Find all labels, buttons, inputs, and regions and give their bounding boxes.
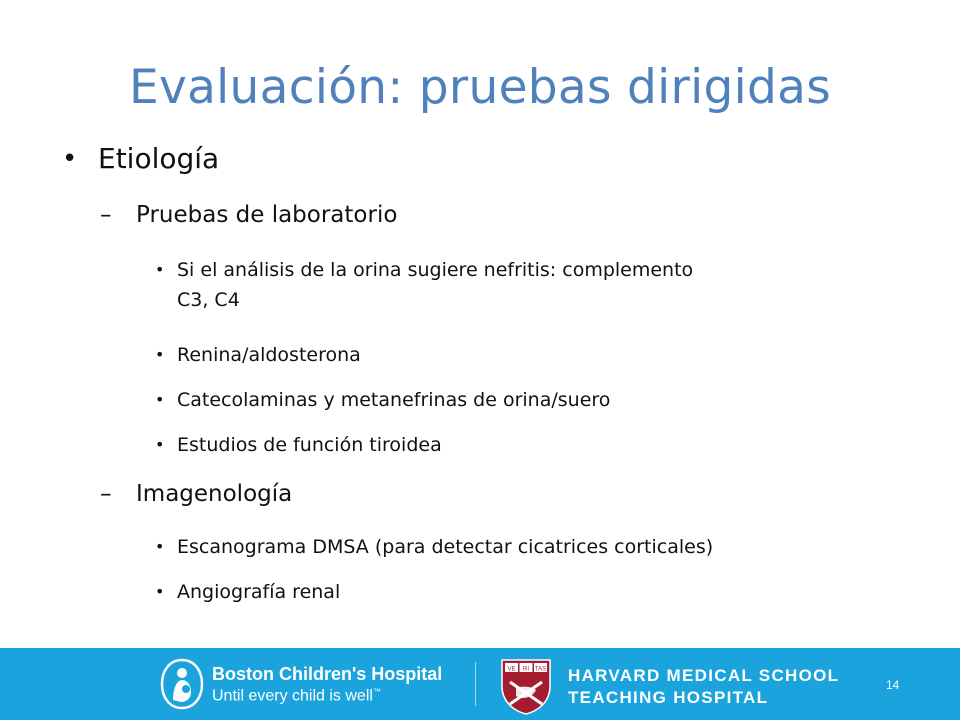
hospital-name: Boston Children's Hospital <box>212 664 443 684</box>
bullet-marker: • <box>155 582 165 601</box>
hospital-tagline-text: Until every child is well <box>212 687 373 705</box>
list-item-line: C3, C4 <box>177 289 240 311</box>
bullet-marker: • <box>155 537 165 556</box>
school-name: HARVARD MEDICAL SCHOOL <box>568 666 840 685</box>
trademark-mark: ™ <box>372 687 381 696</box>
dash-marker: – <box>100 202 112 228</box>
list-item <box>177 255 693 315</box>
harvard-shield-icon <box>500 658 552 716</box>
bullet-marker: • <box>155 435 165 454</box>
list-item: Catecolaminas y metanefrinas de orina/suero <box>177 389 611 411</box>
mother-child-icon <box>160 658 204 710</box>
footer-bar <box>0 648 960 720</box>
list-item: Estudios de función tiroidea <box>177 434 442 456</box>
shield-text: TAS <box>534 666 547 673</box>
school-subtitle: TEACHING HOSPITAL <box>568 688 769 707</box>
hospital-tagline <box>212 687 381 705</box>
footer-divider <box>475 662 476 706</box>
bullet-marker: • <box>155 260 165 279</box>
bullet-marker: • <box>155 390 165 409</box>
subheading-imagenologia: Imagenología <box>136 481 293 507</box>
boston-childrens-logo <box>160 658 460 710</box>
subheading-laboratorio: Pruebas de laboratorio <box>136 202 398 228</box>
bullet-marker: • <box>62 144 78 174</box>
bullet-etiologia: Etiología <box>98 142 220 175</box>
shield-text: VE <box>507 666 516 673</box>
list-item: Renina/aldosterona <box>177 344 361 366</box>
page-number: 14 <box>886 678 900 692</box>
list-item-line: Si el análisis de la orina sugiere nefritis: complemento <box>177 259 694 281</box>
list-item: Angiografía renal <box>177 581 341 603</box>
bullet-marker: • <box>155 345 165 364</box>
shield-text: RI <box>523 666 529 673</box>
dash-marker: – <box>100 481 112 507</box>
slide-title: Evaluación: pruebas dirigidas <box>128 60 832 115</box>
harvard-medical-school-logo <box>500 658 840 714</box>
list-item: Escanograma DMSA (para detectar cicatrices corticales) <box>177 536 714 558</box>
